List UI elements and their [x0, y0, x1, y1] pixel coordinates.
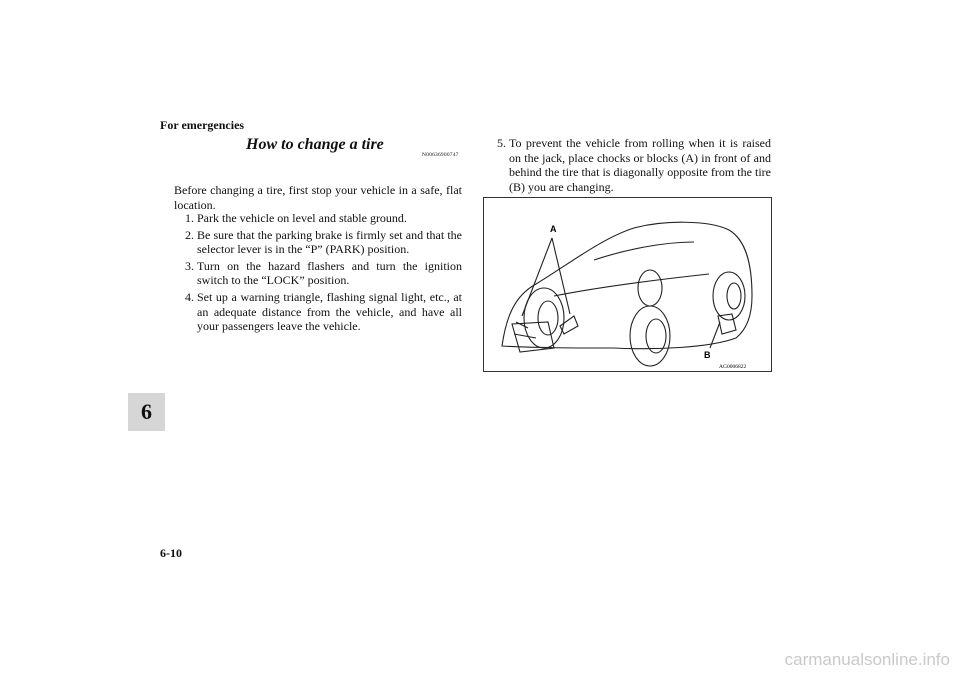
page-title: How to change a tire [246, 136, 384, 153]
step-text: Be sure that the parking brake is firmly set and that the selector lever is in the “P” (PARK) position. [197, 227, 462, 257]
chapter-tab: 6 [128, 393, 165, 431]
section-header: For emergencies [160, 118, 245, 132]
list-item [174, 228, 462, 257]
watermark: carmanualsonline.info [784, 650, 950, 669]
step-text: Park the vehicle on level and stable ground. [197, 211, 407, 225]
step-number: 1. [185, 211, 194, 225]
document-code: N00636900747 [422, 152, 459, 158]
step-text: Turn on the hazard flashers and turn the ignition switch to the “LOCK” position. [197, 258, 462, 288]
list-item [174, 259, 462, 288]
intro-paragraph: Before changing a tire, first stop your vehicle in a safe, flat location. [174, 183, 462, 212]
step-number: 3. [185, 258, 194, 273]
figure-label-a: A [550, 224, 557, 234]
steps-list [174, 211, 462, 336]
list-item [497, 136, 771, 194]
list-item [174, 290, 462, 334]
steps-list-continued [497, 136, 771, 196]
figure-code: AG0006822 [719, 364, 747, 370]
step-number: 2. [185, 227, 194, 242]
step-text: Set up a warning triangle, flashing signal light, etc., at an adequate distance from the vehicle, and have all your passengers leave the vehicle. [197, 289, 462, 334]
step-text: To prevent the vehicle from rolling when it is raised on the jack, place chocks or blocks (A) in front of and behind the tire that is diagonally opposite from the tire (B) you are changing. [509, 136, 771, 194]
vehicle-diagram [484, 198, 771, 371]
list-item [174, 211, 462, 226]
step-number: 4. [185, 289, 194, 304]
wheel-chock-illustration [483, 197, 772, 372]
page-number: 6-10 [160, 546, 182, 560]
figure-label-b: B [704, 350, 711, 360]
step-number: 5. [497, 136, 506, 150]
